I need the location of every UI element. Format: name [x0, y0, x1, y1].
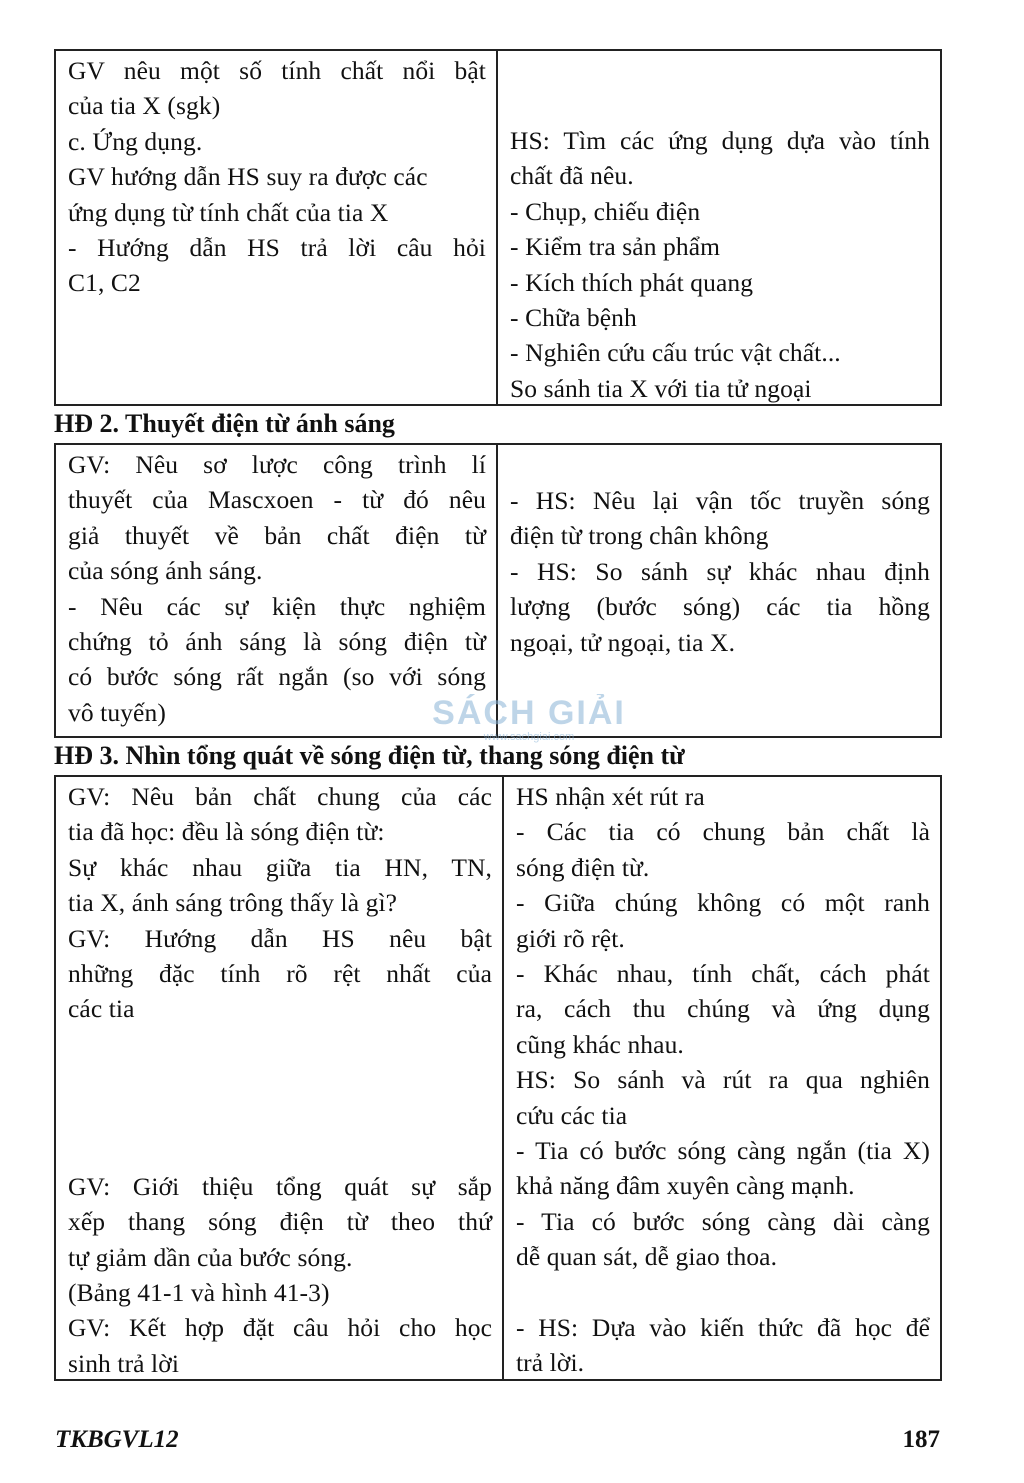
text-line: - HS: Nêu lại vận tốc truyền sóng — [510, 486, 930, 515]
activity-table-2 — [54, 443, 942, 738]
text-line: GV: Kết hợp đặt câu hỏi cho học — [68, 1313, 492, 1343]
student-column — [498, 51, 940, 404]
text-line: của tia X (sgk) — [68, 91, 221, 121]
text-line: tia X, ánh sáng trông thấy là gì? — [68, 888, 398, 918]
activity-table-1 — [54, 49, 942, 406]
watermark-url: www.sachgiai.com — [483, 731, 575, 743]
text-line: tự giảm dần của bước sóng. — [68, 1242, 353, 1272]
text-line: - Các tia có chung bản chất là — [516, 817, 930, 847]
text-line: - Tia có bước sóng càng dài càng — [516, 1206, 930, 1236]
text-line: - Tia có bước sóng càng ngắn (tia X) — [516, 1136, 930, 1166]
text-line: cũng khác nhau. — [516, 1029, 684, 1059]
student-column — [498, 445, 940, 736]
book-code: TKBGVL12 — [55, 1426, 179, 1453]
text-line: HS nhận xét rút ra — [516, 782, 705, 811]
text-line: xếp thang sóng điện từ theo thứ — [68, 1207, 492, 1237]
text-line: - Giữa chúng không có một ranh — [516, 888, 930, 918]
text-line: lượng (bước sóng) các tia hồng — [510, 592, 930, 622]
text-line: GV: Hướng dẫn HS nêu bật — [68, 923, 492, 953]
text-line: GV: Nêu bản chất chung của các — [68, 782, 492, 811]
text-line: - Nghiên cứu cấu trúc vật chất... — [510, 338, 841, 368]
text-line: trả lời. — [516, 1348, 585, 1378]
text-line: cứu các tia — [516, 1100, 628, 1130]
text-line: - Kích thích phát quang — [510, 267, 754, 297]
text-line: có bước sóng rất ngắn (so với sóng — [68, 662, 486, 692]
text-line: GV: Nêu sơ lược công trình lí — [68, 450, 486, 479]
text-line: giả thuyết về bản chất điện từ — [68, 520, 486, 550]
text-line: của sóng ánh sáng. — [68, 556, 263, 586]
text-line: So sánh tia X với tia tử ngoại — [510, 373, 812, 403]
text-line: - Chữa bệnh — [510, 303, 637, 333]
text-line: - Hướng dẫn HS trả lời câu hỏi — [68, 233, 486, 263]
text-line: C1, C2 — [68, 268, 141, 298]
text-line: sóng điện từ. — [516, 852, 650, 882]
watermark-logo-text: SÁCH GIẢI — [432, 694, 626, 732]
teacher-column — [56, 777, 504, 1379]
text-line: tia đã học: đều là sóng điện từ: — [68, 817, 385, 847]
text-line: GV hướng dẫn HS suy ra được các — [68, 162, 428, 192]
text-line: khả năng đâm xuyên càng mạnh. — [516, 1171, 855, 1201]
spacer — [516, 1275, 930, 1310]
text-line: - HS: So sánh sự khác nhau định — [510, 556, 930, 586]
text-line: chất đã nêu. — [510, 161, 634, 191]
text-line: chứng tỏ ánh sáng là sóng điện từ — [68, 627, 486, 657]
text-line: ra, cách thu chúng và ứng dụng — [516, 994, 930, 1024]
teacher-column — [56, 51, 498, 404]
section-heading-2: HĐ 2. Thuyết điện từ ánh sáng — [54, 409, 395, 438]
text-line: - Chụp, chiếu điện — [510, 196, 701, 226]
text-line: Sự khác nhau giữa tia HN, TN, — [68, 852, 492, 882]
page-number: 187 — [902, 1426, 940, 1453]
text-line: sinh trả lời — [68, 1348, 180, 1378]
text-line: dễ quan sát, dễ giao thoa. — [516, 1242, 778, 1272]
spacer — [68, 1027, 492, 1169]
text-line: ngoại, tử ngoại, tia X. — [510, 627, 736, 657]
student-column — [504, 777, 940, 1379]
text-line: GV nêu một số tính chất nổi bật — [68, 56, 486, 85]
text-line: giới rõ rệt. — [516, 923, 625, 953]
text-line: ứng dụng từ tính chất của tia X — [68, 197, 389, 227]
activity-table-3 — [54, 775, 942, 1381]
text-line: c. Ứng dụng. — [68, 126, 203, 156]
text-line: - Nêu các sự kiện thực nghiệm — [68, 591, 486, 621]
text-line: vô tuyến) — [68, 697, 166, 727]
teacher-column — [56, 445, 498, 736]
text-line: - Khác nhau, tính chất, cách phát — [516, 959, 930, 989]
text-line: những đặc tính rõ rệt nhất của — [68, 959, 492, 989]
text-line: (Bảng 41-1 và hình 41-3) — [68, 1278, 330, 1308]
text-line: điện từ trong chân không — [510, 521, 769, 551]
text-line: thuyết của Mascxoen - từ đó nêu — [68, 485, 486, 515]
section-heading-3: HĐ 3. Nhìn tổng quát về sóng điện từ, thang sóng điện từ — [54, 741, 685, 770]
text-line: GV: Giới thiệu tổng quát sự sắp — [68, 1171, 492, 1201]
text-line: các tia — [68, 994, 135, 1024]
text-line: - HS: Dựa vào kiến thức đã học để — [516, 1312, 930, 1342]
text-line: HS: Tìm các ứng dụng dựa vào tính — [510, 126, 930, 155]
text-line: HS: So sánh và rút ra qua nghiên — [516, 1065, 930, 1095]
text-line: - Kiểm tra sản phẩm — [510, 232, 721, 262]
